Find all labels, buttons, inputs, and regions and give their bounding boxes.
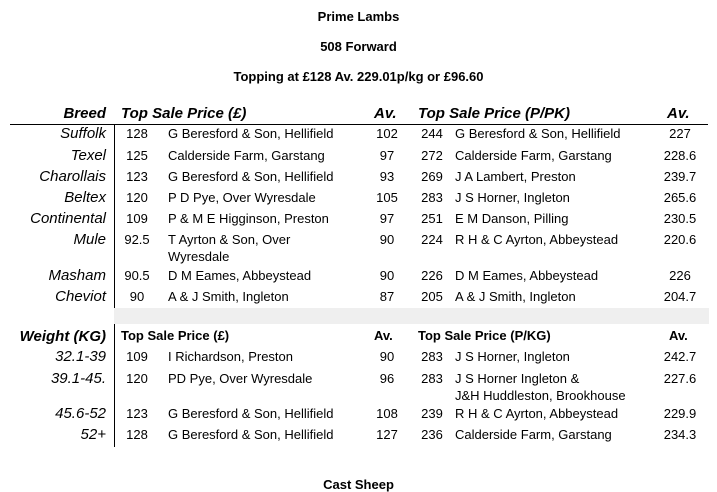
average-cell: 96	[379, 371, 395, 386]
ppk-average-cell: 239.7	[663, 169, 697, 184]
row-label: Masham	[48, 267, 106, 284]
header-weight: Weight (KG)	[19, 328, 106, 345]
ppk-seller-cell: A & J Smith, Ingleton	[455, 289, 576, 304]
top-ppk-cell: 283	[421, 371, 443, 386]
top-ppk-cell: 272	[421, 148, 443, 163]
top-price-cell: 120	[126, 190, 148, 205]
average-cell: 90	[379, 268, 395, 283]
top-price-cell: 109	[126, 211, 148, 226]
seller-cell-continued: Wyresdale	[168, 249, 230, 264]
header-average-price: Av.	[374, 105, 397, 122]
top-ppk-cell: 283	[421, 349, 443, 364]
ppk-average-cell: 226	[669, 268, 691, 283]
top-ppk-cell: 205	[421, 289, 443, 304]
top-ppk-cell: 239	[421, 406, 443, 421]
ppk-average-cell: 228.6	[663, 148, 697, 163]
seller-cell: D M Eames, Abbeystead	[168, 268, 312, 283]
row-label: 39.1-45.	[50, 370, 106, 387]
average-cell: 108	[376, 406, 398, 421]
row-label: 32.1-39	[55, 348, 106, 365]
average-cell: 87	[379, 289, 395, 304]
top-ppk-cell: 244	[421, 126, 443, 141]
seller-cell: T Ayrton & Son, Over	[168, 232, 291, 247]
row-label: Suffolk	[60, 125, 106, 142]
ppk-average-cell: 204.7	[663, 289, 697, 304]
top-ppk-cell: 224	[421, 232, 443, 247]
top-price-cell: 90.5	[124, 268, 150, 283]
average-cell: 90	[379, 349, 395, 364]
header-weight-top-sale-price: Top Sale Price (£)	[121, 328, 230, 343]
average-cell: 97	[379, 148, 395, 163]
report-title: Prime Lambs	[317, 9, 400, 24]
header-weight-average-price: Av.	[374, 328, 393, 343]
ppk-average-cell: 227.6	[663, 371, 697, 386]
top-ppk-cell: 283	[421, 190, 443, 205]
table-spacer-row	[114, 308, 709, 324]
seller-cell: P & M E Higginson, Preston	[168, 211, 329, 226]
average-cell: 102	[376, 126, 398, 141]
top-price-cell: 109	[126, 349, 148, 364]
seller-cell: G Beresford & Son, Hellifield	[168, 169, 334, 184]
row-label: Texel	[70, 147, 106, 164]
column-divider	[114, 124, 115, 447]
ppk-seller-cell: R H & C Ayrton, Abbeystead	[455, 406, 619, 421]
top-price-cell: 123	[126, 169, 148, 184]
ppk-average-cell: 220.6	[663, 232, 697, 247]
header-average-ppk: Av.	[667, 105, 690, 122]
ppk-average-cell: 265.6	[663, 190, 697, 205]
seller-cell: G Beresford & Son, Hellifield	[168, 126, 334, 141]
row-label: Charollais	[39, 168, 106, 185]
average-cell: 105	[376, 190, 398, 205]
row-label: Mule	[73, 231, 106, 248]
seller-cell: G Beresford & Son, Hellifield	[168, 427, 334, 442]
ppk-seller-cell: E M Danson, Pilling	[455, 211, 569, 226]
ppk-average-cell: 227	[669, 126, 691, 141]
next-section-title: Cast Sheep	[323, 477, 394, 492]
seller-cell: P D Pye, Over Wyresdale	[168, 190, 316, 205]
row-label: 45.6-52	[55, 405, 106, 422]
top-ppk-cell: 236	[421, 427, 443, 442]
ppk-average-cell: 230.5	[663, 211, 697, 226]
average-cell: 93	[379, 169, 395, 184]
ppk-seller-cell: D M Eames, Abbeystead	[455, 268, 599, 283]
top-price-cell: 128	[126, 126, 148, 141]
ppk-seller-cell: J A Lambert, Preston	[455, 169, 576, 184]
average-cell: 97	[379, 211, 395, 226]
top-price-cell: 90	[129, 289, 145, 304]
ppk-average-cell: 234.3	[663, 427, 697, 442]
ppk-seller-cell: G Beresford & Son, Hellifield	[455, 126, 621, 141]
seller-cell: Calderside Farm, Garstang	[168, 148, 325, 163]
top-price-cell: 128	[126, 427, 148, 442]
ppk-seller-cell: J S Horner, Ingleton	[455, 190, 570, 205]
row-label: Continental	[30, 210, 106, 227]
seller-cell: A & J Smith, Ingleton	[168, 289, 289, 304]
ppk-seller-cell: J S Horner Ingleton &	[455, 371, 580, 386]
top-price-cell: 92.5	[124, 232, 150, 247]
top-ppk-cell: 269	[421, 169, 443, 184]
top-price-cell: 120	[126, 371, 148, 386]
row-label: Beltex	[64, 189, 106, 206]
ppk-seller-cell: Calderside Farm, Garstang	[455, 148, 612, 163]
header-weight-top-sale-pkg: Top Sale Price (P/KG)	[418, 328, 551, 343]
row-label: Cheviot	[55, 288, 106, 305]
top-ppk-cell: 226	[421, 268, 443, 283]
ppk-seller-cell-continued: J&H Huddleston, Brookhouse	[455, 388, 626, 403]
top-price-cell: 123	[126, 406, 148, 421]
header-top-sale-ppk: Top Sale Price (P/PK)	[418, 105, 570, 122]
row-label: 52+	[80, 426, 106, 443]
forward-count: 508 Forward	[320, 39, 397, 54]
ppk-seller-cell: J S Horner, Ingleton	[455, 349, 570, 364]
seller-cell: I Richardson, Preston	[168, 349, 294, 364]
top-ppk-cell: 251	[421, 211, 443, 226]
seller-cell: PD Pye, Over Wyresdale	[168, 371, 313, 386]
header-top-sale-price: Top Sale Price (£)	[121, 105, 247, 122]
topping-summary: Topping at £128 Av. 229.01p/kg or £96.60	[233, 69, 484, 84]
average-cell: 90	[379, 232, 395, 247]
ppk-average-cell: 229.9	[663, 406, 697, 421]
top-price-cell: 125	[126, 148, 148, 163]
header-breed: Breed	[63, 105, 106, 122]
header-weight-average-pkg: Av.	[669, 328, 688, 343]
average-cell: 127	[376, 427, 398, 442]
ppk-average-cell: 242.7	[663, 349, 697, 364]
seller-cell: G Beresford & Son, Hellifield	[168, 406, 334, 421]
ppk-seller-cell: R H & C Ayrton, Abbeystead	[455, 232, 619, 247]
ppk-seller-cell: Calderside Farm, Garstang	[455, 427, 612, 442]
